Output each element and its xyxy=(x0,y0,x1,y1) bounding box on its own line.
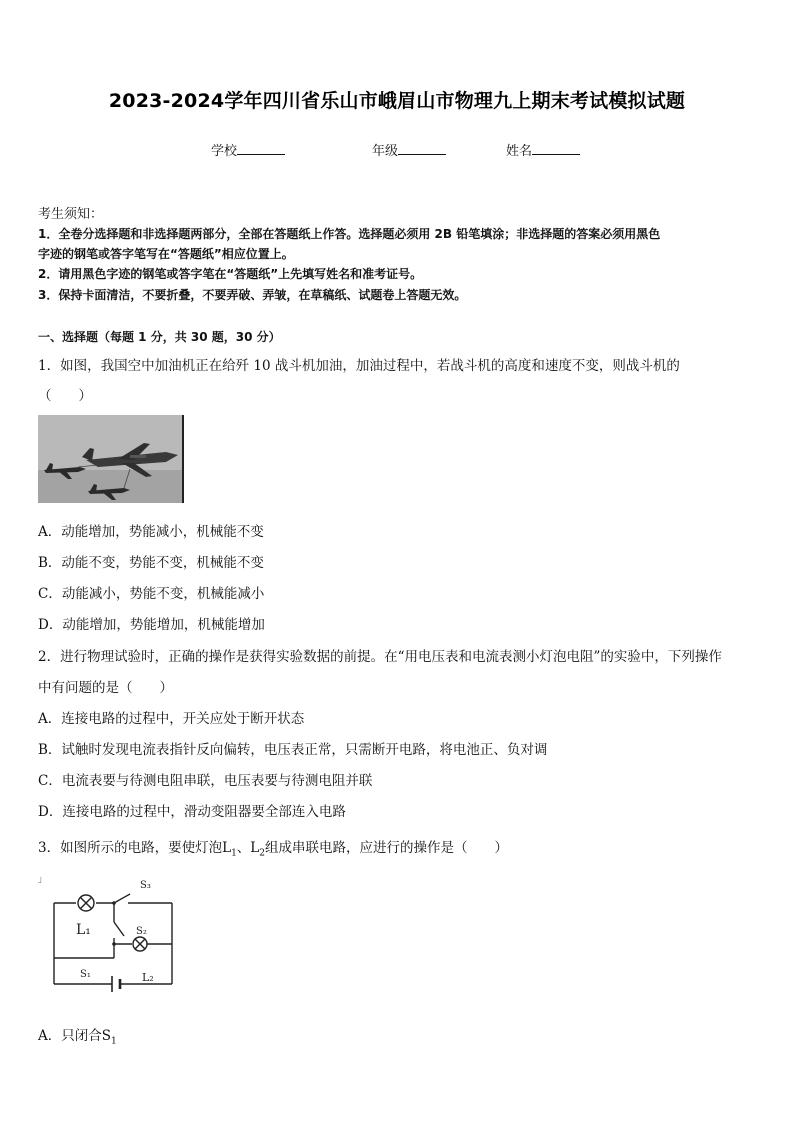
lamp-l1-label: L₁ xyxy=(76,922,91,938)
q2-option-b: B．试触时发现电流表指针反向偏转，电压表正常，只需断开电路，将电池正、负对调 xyxy=(38,742,548,758)
q2-stem-line-1: 2．进行物理试验时，正确的操作是获得实验数据的前提。在“用电压表和电流表测小灯泡电阻”的实验中，下列操作 xyxy=(38,649,722,665)
switch-s2-label: S₂ xyxy=(136,926,147,937)
circuit-corner-mark: 」 xyxy=(38,875,48,885)
q1-option-d: D．动能增加，势能增加，机械能增加 xyxy=(38,617,265,633)
grade-label: 年级 xyxy=(372,144,399,159)
q1-option-c: C．动能减小，势能不变，机械能减小 xyxy=(38,586,265,602)
section-heading: 一、选择题（每题 1 分，共 30 题，30 分） xyxy=(38,330,281,344)
school-field xyxy=(211,140,285,159)
refueling-aircraft-photo xyxy=(38,415,184,503)
grade-field xyxy=(372,140,446,159)
switch-s1-label: S₁ xyxy=(80,969,91,980)
q3-lamp-1: $L_1$ xyxy=(222,840,237,859)
q3-stem-pre: 3．如图所示的电路，要使灯泡 xyxy=(38,840,223,856)
name-field xyxy=(506,140,580,159)
notice-item-2: 2．请用黑色字迹的钢笔或答字笔在“答题纸”上先填写姓名和准考证号。 xyxy=(38,267,423,281)
q3-stem: 3．如图所示的电路，要使灯泡$L_1$、$L_2$组成串联电路，应进行的操作是（ ） xyxy=(38,840,508,859)
aircraft-illustration xyxy=(38,415,182,503)
q1-option-b: B．动能不变，势能不变，机械能不变 xyxy=(38,555,264,571)
lamp-l2-label: L₂ xyxy=(142,971,154,984)
q2-option-c: C．电流表要与待测电阻串联，电压表要与待测电阻并联 xyxy=(38,773,373,789)
notice-item-1-line-1: 1．全卷分选择题和非选择题两部分，全部在答题纸上作答。选择题必须用 2B 铅笔填涂；非选择题的答案必须用黑色 xyxy=(38,227,661,241)
q1-option-a: A．动能增加，势能减小，机械能不变 xyxy=(38,524,264,540)
school-blank xyxy=(237,142,285,155)
circuit-drawing xyxy=(36,868,186,1004)
school-label: 学校 xyxy=(211,144,238,159)
notice-item-3: 3．保持卡面清洁，不要折叠，不要弄破、弄皱，在草稿纸、试题卷上答题无效。 xyxy=(38,288,467,302)
q2-option-d: D．连接电路的过程中，滑动变阻器要全部连入电路 xyxy=(38,804,346,820)
switch-s3-label: S₃ xyxy=(140,880,151,891)
q1-paren: （ ） xyxy=(38,388,92,404)
q3-option-a: A．只闭合$S_1$ xyxy=(38,1028,117,1047)
name-label: 姓名 xyxy=(506,144,533,159)
q3-stem-post: 组成串联电路，应进行的操作是（ ） xyxy=(265,840,508,856)
q3-option-a-switch: $S_1$ xyxy=(101,1028,117,1047)
q1-stem: 1．如图，我国空中加油机正在给歼 10 战斗机加油，加油过程中，若战斗机的高度和速度不变，则战斗机的 xyxy=(38,358,680,374)
q2-stem-line-2: 中有问题的是（ ） xyxy=(38,680,173,696)
name-blank xyxy=(532,142,580,155)
q3-lamp-2: $L_2$ xyxy=(250,840,265,859)
notice-item-1-line-2: 字迹的钢笔或答字笔写在“答题纸”相应位置上。 xyxy=(38,247,294,261)
notice-heading: 考生须知： xyxy=(38,207,104,222)
grade-blank xyxy=(398,142,446,155)
page-title: 2023-2024学年四川省乐山市峨眉山市物理九上期末考试模拟试题 xyxy=(108,90,686,112)
circuit-diagram xyxy=(36,868,186,1004)
q2-option-a: A．连接电路的过程中，开关应处于断开状态 xyxy=(38,711,305,727)
